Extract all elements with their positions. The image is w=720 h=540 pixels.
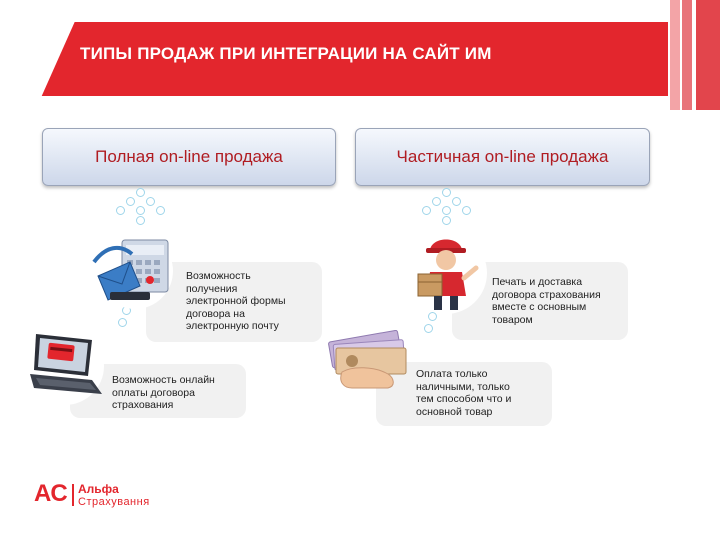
logo-mark: AC	[34, 480, 67, 507]
card-line: договора страхования	[492, 288, 601, 301]
card-line: наличными, только	[416, 380, 510, 393]
card-line: электронную почту	[186, 320, 279, 332]
card-line: получения	[186, 282, 238, 295]
logo-subtitle: Страхування	[78, 496, 150, 508]
card-line: вместе с основным	[492, 301, 587, 313]
dots-connector-right-mid	[420, 312, 440, 342]
logo-separator	[72, 484, 74, 506]
card-line: Печать и доставка	[492, 276, 583, 288]
card-line: Возможность онлайн	[112, 374, 215, 386]
header-stripe	[682, 0, 692, 110]
cash-hand-icon	[322, 330, 414, 394]
laptop-card-icon	[22, 326, 108, 406]
card-line: договора на	[186, 307, 245, 320]
header-banner	[0, 0, 720, 110]
header-stripe	[696, 0, 720, 110]
email-devices-icon	[86, 232, 184, 310]
card-line: Возможность	[186, 270, 251, 282]
card-line: электронной формы	[186, 295, 286, 307]
card-line: страхования	[112, 399, 174, 411]
column-full-online: Полная on-line продажа	[42, 128, 336, 186]
dots-connector-left-mid	[116, 306, 136, 336]
card-line: Оплата только	[416, 368, 488, 380]
card-line: основной товар	[416, 405, 493, 418]
dots-connector-left-top	[112, 188, 172, 228]
card-line: тем способом что и	[416, 393, 512, 405]
column-partial-online: Частичная on-line продажа	[355, 128, 650, 186]
card-line: оплаты договора	[112, 386, 195, 399]
courier-icon	[404, 230, 488, 316]
page-title: ТИПЫ ПРОДАЖ ПРИ ИНТЕГРАЦИИ НА САЙТ ИМ	[80, 44, 492, 63]
card-line: товаром	[492, 313, 533, 326]
header-stripe	[670, 0, 680, 110]
logo-name: Альфа	[78, 482, 119, 496]
dots-connector-right-top	[418, 188, 478, 228]
